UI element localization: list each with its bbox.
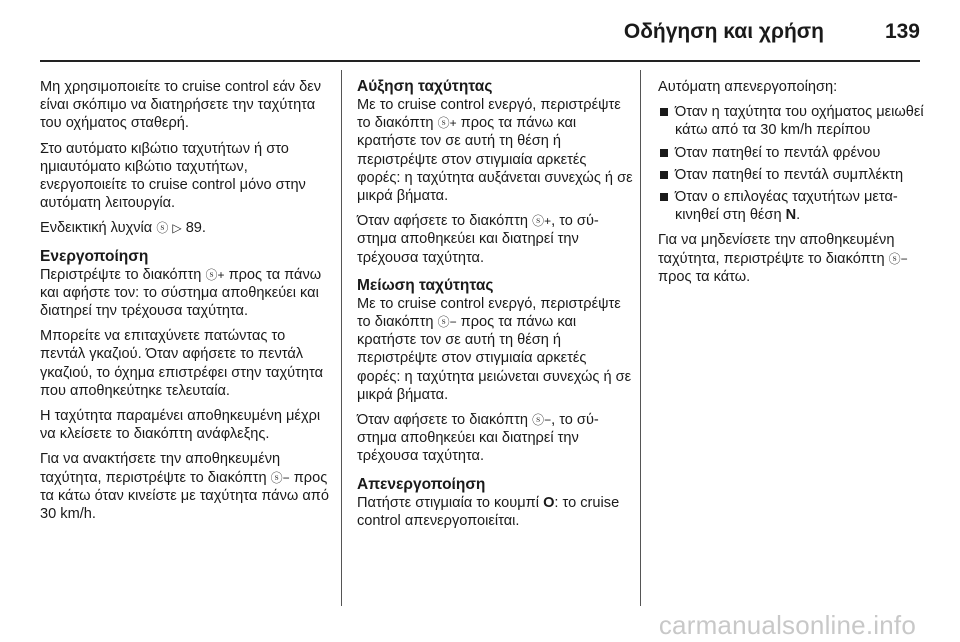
paragraph-increase-1: Με το cruise control ενεργό, περιστρέψτε το διακόπτη ⓢ+ προς τα πάνω και κρατήστε τον σε αυτή τη θέση ή περιστρέψτε στον στιγμιαία αρκετές φορές: η ταχύτητα αυξάνεται συνεχώς ή σε μικρά βήματα.: [357, 97, 633, 205]
cruise-up-icon: ⓢ+: [532, 214, 552, 229]
column-divider-2: [640, 70, 641, 606]
cruise-down-icon: ⓢ−: [270, 470, 290, 485]
gear-position-n: N: [785, 207, 797, 224]
section-decrease: [357, 277, 633, 466]
section-deactivate: [357, 476, 633, 530]
cruise-down-icon: ⓢ−: [888, 251, 908, 266]
page-number: 139: [884, 20, 920, 43]
watermark: carmanualsonline.info: [658, 610, 916, 640]
paragraph-activate-2: Μπορείτε να επιταχύνετε πατώντας το πεντάλ γκαζιού. Όταν αφήσετε το πεντάλ γκαζιού, το όχημα επιστρέφει στην ταχύτητα που αποθηκεύτηκε τελευταία.: [40, 328, 324, 399]
cruise-up-icon: ⓢ+: [437, 116, 457, 131]
column-right: [658, 78, 930, 293]
section-activate: [40, 248, 330, 524]
column-middle: [357, 78, 633, 537]
list-item: Όταν ο επιλογέας ταχυτήτων μετακινηθεί στη θέση N.: [658, 188, 930, 224]
list-item: Όταν πατηθεί το πεντάλ φρένου: [658, 144, 930, 162]
page-reference: 89.: [185, 220, 206, 237]
cancel-button-icon: O: [543, 494, 555, 511]
header-rule: [40, 60, 920, 62]
list-item: Όταν η ταχύτητα του οχήματος μειωθεί κάτω από τα 30 km/h περίπου: [658, 103, 930, 139]
paragraph-decrease-2: Όταν αφήσετε το διακόπτη ⓢ−, το σύστημα αποθηκεύει και διατηρεί την τρέχουσα ταχύτητα.: [357, 412, 599, 465]
cruise-down-icon: ⓢ−: [437, 315, 457, 330]
page-title: Οδήγηση και χρήση: [623, 20, 824, 43]
paragraph-decrease-1: Με το cruise control ενεργό, περιστρέψτε το διακόπτη ⓢ− προς τα πάνω και κρατήστε τον σε αυτή τη θέση ή περιστρέψτε στον στιγμιαία αρκετές φορές: η ταχύτητα μειώνεται συνεχώς ή σε μικρά βήματα.: [357, 295, 632, 403]
heading-decrease: Μείωση ταχύτητας: [357, 276, 494, 294]
bullet-list: [658, 103, 930, 224]
cruise-control-icon: ⓢ: [156, 221, 169, 236]
paragraph-activate-1: Περιστρέψτε το διακόπτη ⓢ+ προς τα πάνω και αφήστε τον: το σύστημα αποθηκεύει και διατηρεί την τρέχουσα ταχύτητα.: [40, 266, 322, 320]
page-header: [40, 0, 920, 62]
paragraph-auto-deactivate: Αυτόματη απενεργοποίηση:: [658, 79, 838, 95]
list-item: Όταν πατηθεί το πεντάλ συμπλέκτη: [658, 166, 930, 184]
column-left: [40, 78, 330, 530]
paragraph-reset: Για να μηδενίσετε την αποθηκευμένη ταχύτητα, περιστρέψτε το διακόπτη ⓢ− προς τα κάτω.: [658, 232, 908, 285]
heading-increase: Αύξηση ταχύτητας: [357, 78, 493, 95]
paragraph-deactivate: Πατήστε στιγμιαία το κουμπί O: το cruise control απενεργοποιείται.: [357, 494, 620, 529]
paragraph-warning: Μη χρησιμοποιείτε το cruise control εάν δεν είναι σκόπιμο να διατηρήσετε την ταχύτητα του οχήματος σταθερή.: [40, 79, 322, 132]
paragraph-indicator: Ενδεικτική λυχνία ⓢ ▷ 89.: [40, 220, 206, 237]
reference-arrow-icon: ▷: [172, 221, 182, 236]
cruise-down-icon: ⓢ−: [532, 413, 552, 428]
column-divider-1: [341, 70, 342, 606]
paragraph-activate-4: Για να ανακτήσετε την αποθηκευμένη ταχύτητα, περιστρέψτε το διακόπτη ⓢ− προς τα κάτω όταν κινείστε με ταχύτητα πάνω από 30 km/h.: [40, 451, 329, 523]
section-increase: [357, 78, 633, 267]
paragraph-increase-2: Όταν αφήσετε το διακόπτη ⓢ+, το σύστημα αποθηκεύει και διατηρεί την τρέχουσα ταχύτητα.: [357, 213, 599, 266]
paragraph-transmission: Στο αυτόματο κιβώτιο ταχυτήτων ή στο ημιαυτόματο κιβώτιο ταχυτήτων, ενεργοποιείτε το cruise control μόνο στην αυτόματη λειτουργία.: [40, 140, 306, 212]
paragraph-activate-3: Η ταχύτητα παραμένει αποθηκευμένη μέχρι να κλείσετε το διακόπτη ανάφλεξης.: [40, 408, 321, 443]
heading-deactivate: Απενεργοποίηση: [357, 475, 486, 493]
heading-activate: Ενεργοποίηση: [40, 247, 149, 265]
cruise-up-icon: ⓢ+: [205, 267, 225, 282]
